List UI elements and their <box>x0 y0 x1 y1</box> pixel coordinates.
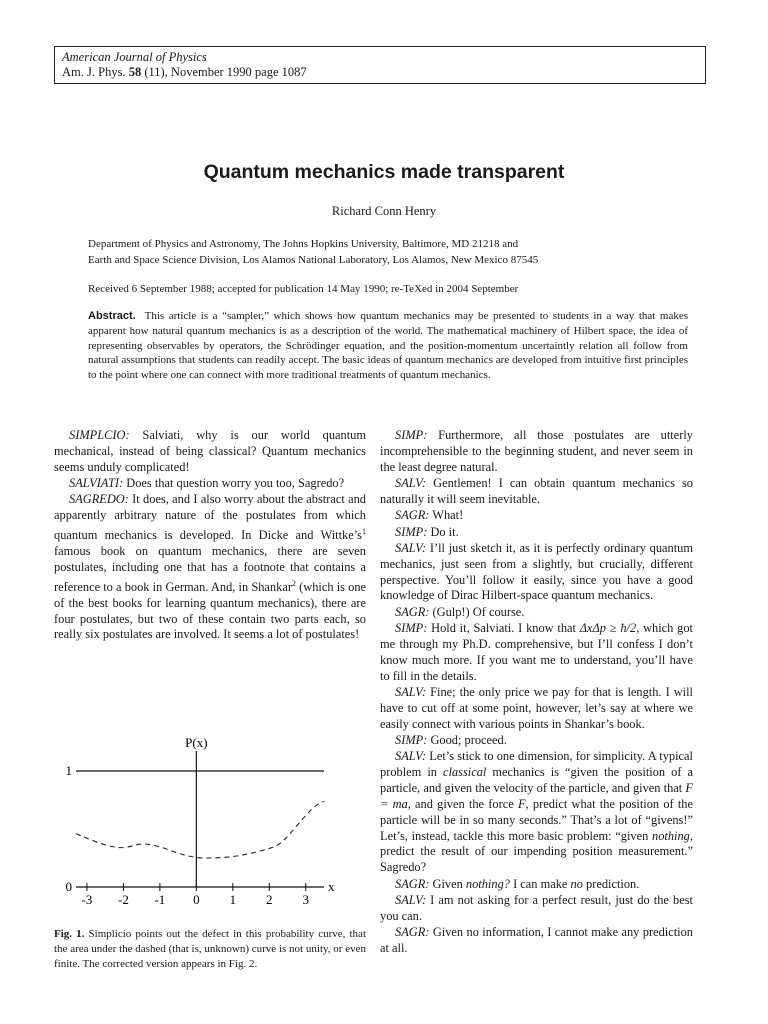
dialogue-text: , predict the result of our impending position measurement.” Sagredo? <box>380 828 693 875</box>
speaker-name: SALV: <box>395 749 427 764</box>
x-tick-label: -3 <box>81 892 93 907</box>
speaker-name: SAGR: <box>395 604 430 619</box>
reference-marker: 2 <box>291 578 296 588</box>
dialogue-paragraph <box>380 749 693 876</box>
journal-name: American Journal of Physics <box>62 50 207 64</box>
left-column <box>54 428 366 644</box>
affiliations <box>88 237 688 268</box>
dialogue-paragraph <box>380 476 693 508</box>
reference-marker: 1 <box>362 527 366 537</box>
dialogue-paragraph <box>380 525 693 541</box>
figure-1 <box>54 735 366 915</box>
citation-volume: 58 <box>128 65 142 79</box>
journal-header <box>54 46 706 84</box>
dialogue-paragraph <box>380 893 693 925</box>
speaker-name: SALV: <box>395 540 427 555</box>
dialogue-text: I am not asking for a perfect result, just do the best you can. <box>380 892 693 923</box>
paper-author: Richard Conn Henry <box>331 204 437 218</box>
dialogue-text: Salviati, why is our world quantum mechanical, instead of being classical? Quantum mechanics seems unduly complicated! <box>54 428 366 474</box>
dialogue-paragraph <box>54 428 366 476</box>
x-tick-label: 2 <box>266 892 273 907</box>
dialogue-text: Good; proceed. <box>427 733 507 748</box>
citation-prefix: Am. J. Phys. <box>62 65 129 79</box>
x-axis-label: x <box>328 879 335 894</box>
speaker-name: SIMP: <box>395 621 428 636</box>
right-column <box>380 428 693 957</box>
emphasis-text: no <box>570 876 583 891</box>
speaker-name: SALV: <box>395 476 427 491</box>
speaker-name: SIMP: <box>395 524 428 539</box>
affiliation-line: Department of Physics and Astronomy, The Johns Hopkins University, Baltimore, MD 21218 and <box>88 238 519 250</box>
dialogue-paragraph <box>380 508 693 524</box>
dialogue-text: prediction. <box>582 876 640 891</box>
math-expression: F = ma <box>380 781 693 811</box>
dialogue-text: (Gulp!) Of course. <box>429 604 525 619</box>
dialogue-paragraph <box>380 733 693 749</box>
dialogue-text: , predict what the position of the particle will be in so many seconds.” That’s a lot of “givens!” Let’s, instead, tackle this more basic problem: “given <box>380 796 694 843</box>
x-tick-label: -2 <box>117 892 129 907</box>
y-tick-label: 0 <box>65 879 72 894</box>
dialogue-text: I’ll just sketch it, as it is perfectly ordinary quantum mechanics, just seen from a slightly, but crucially, different perspective. You’ll follow it easily, since you have a good knowledge of Dirac Hilbert-space quantum mechanics. <box>380 540 693 603</box>
speaker-name: SALVIATI: <box>69 476 124 491</box>
dialogue-text: I can make <box>509 876 571 891</box>
caption-text: Simplicio points out the defect in this probability curve, that the area under the dashed (that is, unknown) curve is not unity, or even finite. The corrected version appears in Fig. 2. <box>54 928 366 970</box>
received-dates: Received 6 September 1988; accepted for publication 14 May 1990; re-TeXed in 2004 September <box>88 283 519 295</box>
dialogue-text: famous book on quantum mechanics, there are seven postulates, including one that has a footnote that contains a reference to a book in German. And, in Shankar <box>54 544 366 594</box>
dialogue-text: Does that question worry you too, Sagredo? <box>123 476 345 491</box>
dialogue-text: , and given the force <box>407 796 518 811</box>
dialogue-text: Fine; the only price we pay for that is length. I will have to cut off at some point, however, let’s say at where we easily connect with various points in Shankar’s book. <box>380 685 693 731</box>
y-tick-label: 1 <box>65 763 72 778</box>
emphasis-text: classical <box>442 765 487 780</box>
dialogue-text: Given no information, I cannot make any prediction at all. <box>380 925 693 955</box>
x-tick-label: 3 <box>302 892 310 907</box>
dialogue-text: Do it. <box>427 524 459 539</box>
dialogue-text: Furthermore, all those postulates are utterly incomprehensible to the beginning student, and never seem in the least degree natural. <box>380 428 693 474</box>
emphasis-text: nothing <box>652 828 690 843</box>
speaker-name: SALV: <box>395 685 427 699</box>
speaker-name: SAGR: <box>395 876 430 891</box>
dialogue-paragraph <box>380 925 693 957</box>
probability-plot <box>54 735 366 915</box>
dialogue-text: It does, and I also worry about the abstract and apparently arbitrary nature of the postulates from which quantum mechanics is developed. In Dicke and Wittke’s <box>54 492 366 543</box>
speaker-name: SAGR: <box>395 925 430 940</box>
y-axis-label: P(x) <box>185 735 208 750</box>
dialogue-paragraph <box>380 685 693 733</box>
dialogue-text: , which got me through my Ph.D. comprehensive, but I’ll confess I don’t know much more. If you want me to understand, you’ll have to fill in the details. <box>380 621 693 683</box>
x-tick-label: 0 <box>193 892 200 907</box>
dialogue-text: Let’s stick to one dimension, for simplicity. A typical problem in <box>380 749 693 780</box>
math-expression: F <box>517 796 526 811</box>
dialogue-paragraph <box>380 428 693 476</box>
dialogue-paragraph <box>380 621 693 684</box>
speaker-name: SALV: <box>395 892 427 907</box>
caption-label: Fig. 1. <box>54 928 85 940</box>
abstract <box>88 309 688 383</box>
affiliation-line: Earth and Space Science Division, Los Alamos National Laboratory, Los Alamos, New Mexico 87545 <box>88 253 539 266</box>
x-tick-label: 1 <box>229 892 237 907</box>
dialogue-paragraph <box>380 541 693 604</box>
speaker-name: SAGR: <box>395 508 430 523</box>
abstract-label: Abstract. <box>88 310 136 322</box>
speaker-name: SIMP: <box>395 428 428 442</box>
citation-suffix: (11), November 1990 page 1087 <box>141 65 307 79</box>
dialogue-text: Given <box>429 876 466 891</box>
speaker-name: SAGREDO: <box>69 492 129 507</box>
dialogue-text: mechanics is “given the position of a particle, and given the velocity of the particle, and given that <box>380 765 693 796</box>
dialogue-paragraph <box>380 877 693 893</box>
dashed-probability-curve <box>76 801 324 858</box>
dialogue-paragraph <box>380 605 693 621</box>
journal-citation <box>62 65 698 80</box>
x-tick-label: -1 <box>154 892 166 907</box>
dialogue-paragraph <box>54 492 366 643</box>
abstract-text: This article is a “sampler,” which shows how quantum mechanics may be presented to students in a way that makes apparent how natural quantum mechanics is as a description of the world. The mathematical machinery of Hilbert space, the idea of representing observables by operators, the Schrödinger equation, and the position-momentum uncertaintly relation all follow from natural assumptions that students can readily accept. The basic ideas of quantum mechanics are developed from intuitive first principles to the point where one can connect with more traditional treatments of quantum mechanics. <box>88 310 688 382</box>
math-expression: ΔxΔp ≥ ħ/2 <box>579 621 637 636</box>
dialogue-paragraph <box>54 476 366 492</box>
dialogue-text: What! <box>429 508 464 523</box>
dialogue-text: Gentlemen! I can obtain quantum mechanics so naturally it will seem inevitable. <box>380 476 693 506</box>
speaker-name: SIMPLCIO: <box>69 428 130 442</box>
figure-caption <box>54 927 366 972</box>
paper-title: Quantum mechanics made transparent <box>203 161 565 183</box>
dialogue-text: (which is one of the best books for learning quantum mechanics), there are four postulates, but two of these contain two parts each, so really six postulates are involved. It seems a lot of postulates! <box>54 579 367 642</box>
dialogue-text: Hold it, Salviati. I know that <box>427 621 580 636</box>
speaker-name: SIMP: <box>395 733 428 748</box>
emphasis-text: nothing? <box>465 876 510 891</box>
